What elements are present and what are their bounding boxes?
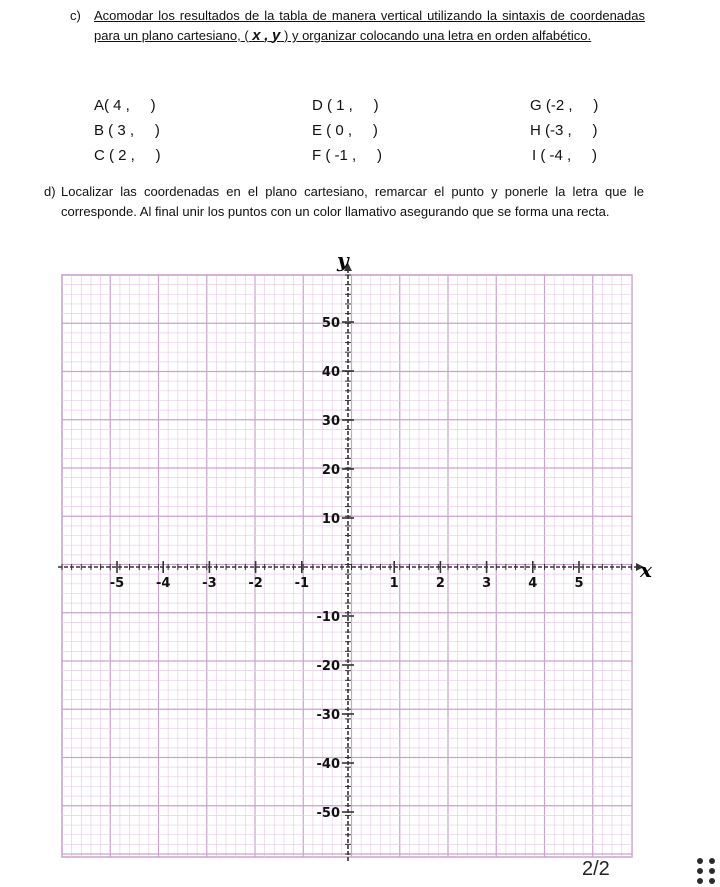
cartesian-plane [0,245,720,865]
drag-handle-dots-icon[interactable] [694,856,718,886]
instruction-c [70,6,645,164]
y-tick-label: -40 [316,757,340,772]
x-tick-label: 3 [482,576,492,591]
instruction-c-text-before: Acomodar los resultados de la tabla de manera vertical utilizando la sintaxis de coordenadas para un plano cartesiano, ( [94,8,645,43]
page-indicator: 2/2 [582,858,610,880]
instruction-c-text [94,6,645,46]
y-tick-label: -20 [316,659,340,674]
x-tick-label: -1 [294,576,310,591]
x-tick-label: -4 [155,576,171,591]
coordinate-b: B ( 3 , ) [94,122,160,139]
coordinate-g: G (-2 , ) [530,97,599,114]
x-tick-label: 2 [435,576,445,591]
y-axis-label: y [337,248,349,272]
y-tick-label: 40 [321,365,340,380]
instruction-d-letter: d) [44,184,56,199]
x-axis-label: x [640,558,652,582]
instruction-d-text: Localizar las coordenadas en el plano cartesiano, remarcar el punto y ponerle la letra que le corresponde. Al final unir los puntos con un color llamativo asegurando que se forma una recta. [61,184,644,219]
x-tick-label: 4 [528,576,538,591]
y-tick-label: 20 [321,463,340,478]
y-tick-label: -50 [316,806,340,821]
instruction-c-letter: c) [70,8,81,23]
y-tick-label: 10 [321,512,340,527]
coordinate-d: D ( 1 , ) [312,97,379,114]
x-tick-label: -5 [109,576,125,591]
coordinate-e: E ( 0 , ) [312,122,378,139]
x-tick-label: -2 [248,576,263,591]
y-tick-label: -10 [316,610,340,625]
x-symbol: x [252,27,261,44]
instruction-c-text-after: ) y organizar colocando una letra en orden alfabético. [284,28,592,43]
y-tick-label: -30 [316,708,340,723]
x-tick-label: 5 [574,576,584,591]
coordinate-f: F ( -1 , ) [312,147,382,164]
coordinate-h: H (-3 , ) [530,122,598,139]
coordinate-c: C ( 2 , ) [94,147,161,164]
coordinate-separator: , [264,27,269,44]
coordinate-a: A( 4 , ) [94,97,156,114]
x-tick-label: -3 [202,576,217,591]
y-tick-label: 50 [321,316,340,331]
y-symbol: y [272,27,281,44]
y-tick-label: 30 [321,414,340,429]
instruction-d [44,182,644,222]
coordinate-i: I ( -4 , ) [532,147,598,164]
x-tick-label: 1 [389,576,399,591]
